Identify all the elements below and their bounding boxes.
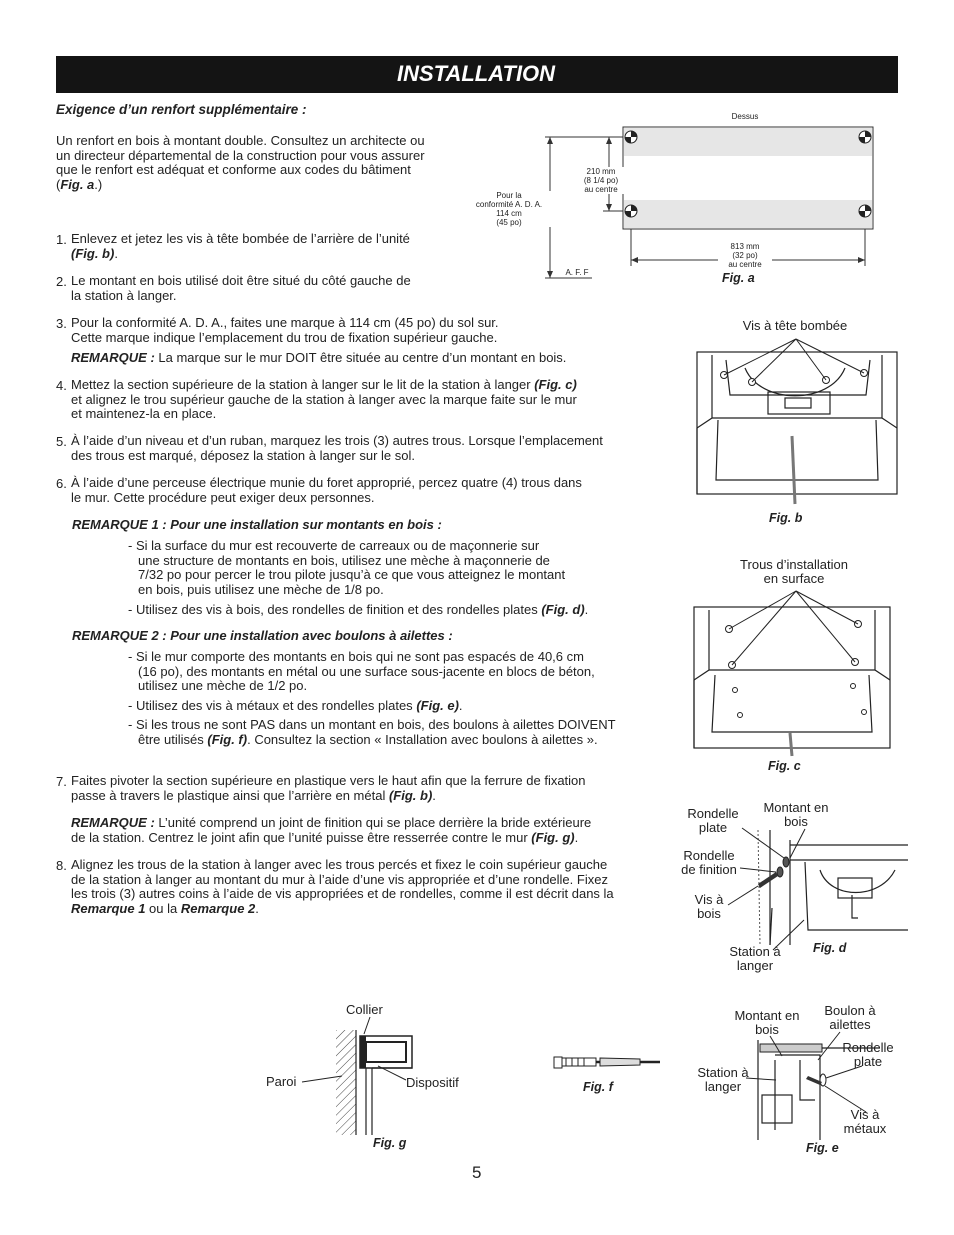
intro-line: que le renfort est adéquat et conforme aux codes du bâtiment [56,162,411,177]
step-4: 4. Mettez la section supérieure de la station à langer sur le lit de la station à langer (Fig. c) et alignez le trou supérieur gauche de la station à langer avec la marque faite sur le mur et maintenez-la en place. [56,377,577,421]
step-1: 1. Enlevez et jetez les vis à tête bombée de l’arrière de l’unité (Fig. b). [56,231,410,261]
remark-1-body: - Si la surface du mur est recouverte de carreaux ou de maçonnerie sur une structure de montants en bois, utilisez une mèche à maçonnerie de 7/32 po pour percer le trou pilote jusqu’à ce que vous atteignez le montant en bois, puis utilisez une mèche de 1/8 po. - Utilisez des vis à bois, des rondelles de finition et des rondelles plates (Fig. d). [128,538,589,617]
fig-ref: (Fig. d) [541,602,585,617]
step-3-note: REMARQUE : La marque sur le mur DOIT être située au centre d’un montant en bois. [71,350,567,365]
fig-e-wood-stud-label: Montant en bois [734,1008,800,1037]
fig-d-station-label: Station à langer [729,944,781,973]
fig-d-caption: Fig. d [813,941,847,955]
fig-d-wood-screw-label: Vis à bois [694,892,724,921]
fig-a-ada-dim: Pour la conformité A. D. A. 114 cm (45 po) [466,191,552,227]
fig-ref: (Fig. c) [534,377,577,392]
step-5: 5. À l’aide d’un niveau et d’un ruban, marquez les trois (3) autres trous. Lorsque l’emplacement des trous est marqué, déposez la station à langer sur le sol. [56,433,603,463]
remark-2-title: REMARQUE 2 : Pour une installation avec boulons à ailettes : [72,628,453,643]
fig-g-collar-label: Collier [346,1002,383,1017]
fig-e-toggle-bolt-label: Boulon à ailettes [824,1003,876,1032]
fig-a-horizontal-dim: 813 mm (32 po) au centre [718,242,772,269]
fig-d-flat-washer-label: Rondelle plate [687,806,739,835]
fig-a-floor-label: A. F. F [559,268,595,277]
fig-f-caption: Fig. f [583,1080,613,1094]
remark-2-body: - Si le mur comporte des montants en bois qui ne sont pas espacés de 40,6 cm (16 po), des montants en métal ou une surface sous-jacente en blocs de béton, utilisez une mèche de 1/2 po. - Utilisez des vis à métaux et des rondelles plates (Fig. e). - Si les trous ne sont PAS dans un montant en bois, des boulons à ailettes DOIVENT être utilisés (Fig. f). Consultez la section « Installation avec boulons à ailettes ». [128,649,616,747]
fig-d-finish-washer-label: Rondelle de finition [681,848,737,877]
fig-b-label: Vis à tête bombée [742,318,848,333]
fig-g-wall-label: Paroi [266,1074,297,1089]
fig-d-wood-stud-label: Montant en bois [763,800,829,829]
intro-line: (Fig. a.) [56,176,103,192]
fig-e-caption: Fig. e [806,1141,839,1155]
fig-ref: (Fig. f) [207,731,248,747]
fig-e-station-label: Station à langer [697,1065,749,1094]
remark-1-title: REMARQUE 1 : Pour une installation sur montants en bois : [72,517,442,532]
fig-e-metal-screw-label: Vis à métaux [843,1107,887,1136]
fig-c-caption: Fig. c [768,759,801,773]
section-title: Exigence d’un renfort supplémentaire : [56,102,307,117]
step-2: 2. Le montant en bois utilisé doit être situé du côté gauche de la station à langer. [56,273,411,303]
intro-line: un directeur départemental de la construction pour vous assurer [56,147,425,163]
fig-ref: (Fig. b) [388,787,433,803]
fig-a-top-label: Dessus [731,112,759,121]
fig-g-device-label: Dispositif [406,1075,459,1090]
fig-g-caption: Fig. g [373,1136,407,1150]
page-title: INSTALLATION [397,61,556,86]
fig-a-caption: Fig. a [722,271,755,285]
step-8: 8. Alignez les trous de la station à langer avec les trous percés et fixez le coin supérieur gauche de la station à langer au montant du mur à l’aide d’une vis appropriée et d’une rondelle. Fixez les trois (3) autres coins à l’aide de vis appropriées et de rondelles, comme il est décrit dans la Remarque 1 ou la Remarque 2. [56,857,614,916]
fig-ref: (Fig. e) [416,697,459,713]
fig-ref: (Fig. b) [71,245,115,261]
fig-b-caption: Fig. b [769,511,803,525]
step-7: 7. Faites pivoter la section supérieure en plastique vers le haut afin que la ferrure de fixation passe à travers le plastique ainsi que l’arrière en métal (Fig. b). REMARQUE : L’unité comprend un joint de finition qui se place derrière la bride extérieure de la station. Centrez le joint afin que l’unité puisse être resserrée contre le mur (Fig. g). [56,773,592,845]
step-6: 6. À l’aide d’une perceuse électrique munie du foret approprié, percez quatre (4) trous dans le mur. Cette procédure peut exiger deux personnes. [56,475,582,505]
page-number: 5 [472,1163,482,1182]
fig-ref: (Fig. g) [531,829,575,845]
intro-line: Un renfort en bois à montant double. Consultez un architecte ou [56,133,425,148]
fig-e-flat-washer-label: Rondelle plate [842,1040,894,1069]
fig-c-label: Trous d’installation en surface [740,557,848,586]
step-3: 3. Pour la conformité A. D. A., faites une marque à 114 cm (45 po) du sol sur. Cette marque indique l’emplacement du trou de fixation supérieur gauche. REMARQUE : La marque sur le mur DOIT être située au centre d’un montant en bois. [56,316,676,366]
fig-ref: Fig. a [60,176,95,192]
fig-a-vertical-dim: 210 mm (8 1/4 po) au centre [578,167,624,194]
